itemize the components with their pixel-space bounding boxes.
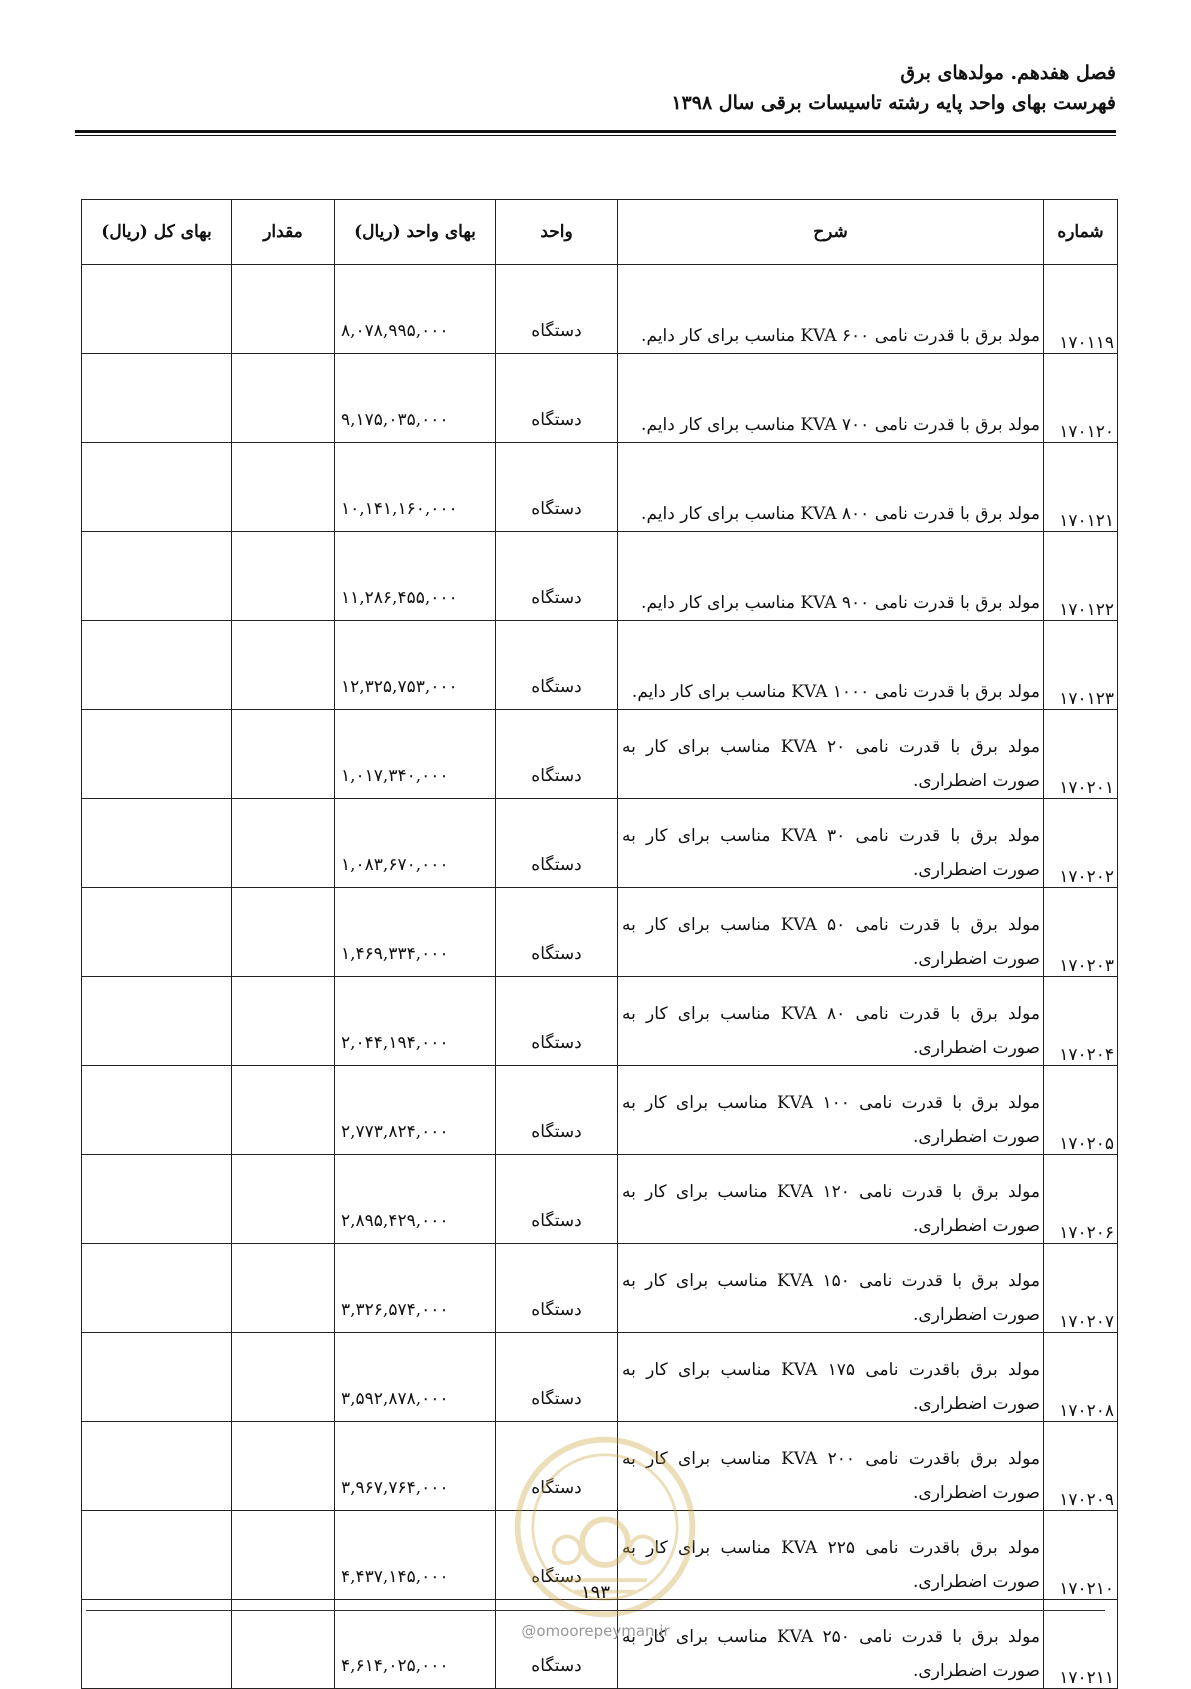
cell-quantity [232, 1422, 335, 1511]
cell-unit: دستگاه [496, 1422, 618, 1511]
cell-number: ۱۷۰۲۰۵ [1044, 1066, 1118, 1155]
cell-unit-price: ۸,۰۷۸,۹۹۵,۰۰۰ [335, 265, 496, 354]
cell-unit: دستگاه [496, 799, 618, 888]
column-header-unit-price: بهای واحد (ریال) [335, 200, 496, 265]
document-subtitle: فهرست بهای واحد پایه رشته تاسیسات برقی سال ۱۳۹۸ [671, 92, 1116, 114]
column-header-quantity: مقدار [232, 200, 335, 265]
cell-total-price [82, 443, 232, 532]
cell-unit: دستگاه [496, 354, 618, 443]
table-row [82, 710, 1118, 799]
cell-description: مولد برق باقدرت نامی ۱۷۵ KVA مناسب برای کار به صورت اضطراری. [618, 1333, 1044, 1422]
cell-unit-price: ۲,۸۹۵,۴۲۹,۰۰۰ [335, 1155, 496, 1244]
cell-unit-price: ۱,۰۱۷,۳۴۰,۰۰۰ [335, 710, 496, 799]
cell-number: ۱۷۰۲۰۹ [1044, 1422, 1118, 1511]
table-row [82, 977, 1118, 1066]
cell-number: ۱۷۰۲۰۴ [1044, 977, 1118, 1066]
cell-description: مولد برق با قدرت نامی ۳۰ KVA مناسب برای کار به صورت اضطراری. [618, 799, 1044, 888]
cell-description: مولد برق با قدرت نامی ۲۵۰ KVA مناسب برای کار به صورت اضطراری. [618, 1600, 1044, 1689]
cell-unit: دستگاه [496, 1155, 618, 1244]
cell-unit-price: ۴,۴۳۷,۱۴۵,۰۰۰ [335, 1511, 496, 1600]
cell-description: مولد برق با قدرت نامی ۱۵۰ KVA مناسب برای کار به صورت اضطراری. [618, 1244, 1044, 1333]
cell-description: مولد برق با قدرت نامی ۵۰ KVA مناسب برای کار به صورت اضطراری. [618, 888, 1044, 977]
cell-quantity [232, 265, 335, 354]
cell-unit: دستگاه [496, 1244, 618, 1333]
cell-description: مولد برق باقدرت نامی ۲۰۰ KVA مناسب برای کار به صورت اضطراری. [618, 1422, 1044, 1511]
cell-description: مولد برق با قدرت نامی ۸۰ KVA مناسب برای کار به صورت اضطراری. [618, 977, 1044, 1066]
cell-unit: دستگاه [496, 532, 618, 621]
cell-unit-price: ۲,۷۷۳,۸۲۴,۰۰۰ [335, 1066, 496, 1155]
header-rule-thick [75, 130, 1116, 133]
cell-number: ۱۷۰۲۰۸ [1044, 1333, 1118, 1422]
cell-number: ۱۷۰۲۰۳ [1044, 888, 1118, 977]
cell-number: ۱۷۰۱۲۰ [1044, 354, 1118, 443]
table-row [82, 532, 1118, 621]
cell-unit-price: ۹,۱۷۵,۰۳۵,۰۰۰ [335, 354, 496, 443]
cell-number: ۱۷۰۲۱۰ [1044, 1511, 1118, 1600]
cell-unit: دستگاه [496, 1333, 618, 1422]
cell-total-price [82, 1333, 232, 1422]
cell-number: ۱۷۰۱۲۳ [1044, 621, 1118, 710]
cell-total-price [82, 710, 232, 799]
cell-unit: دستگاه [496, 977, 618, 1066]
page-header [671, 58, 1116, 118]
cell-unit-price: ۱۰,۱۴۱,۱۶۰,۰۰۰ [335, 443, 496, 532]
cell-number: ۱۷۰۲۰۶ [1044, 1155, 1118, 1244]
cell-quantity [232, 710, 335, 799]
cell-total-price [82, 888, 232, 977]
table-header-row [82, 200, 1118, 265]
header-rule-thin [75, 135, 1116, 136]
cell-quantity [232, 621, 335, 710]
cell-quantity [232, 443, 335, 532]
cell-total-price [82, 1155, 232, 1244]
cell-description: مولد برق با قدرت نامی ۹۰۰ KVA مناسب برای کار دایم. [618, 532, 1044, 621]
cell-description: مولد برق با قدرت نامی ۱۰۰۰ KVA مناسب برای کار دایم. [618, 621, 1044, 710]
cell-number: ۱۷۰۲۰۲ [1044, 799, 1118, 888]
cell-total-price [82, 1066, 232, 1155]
cell-total-price [82, 1422, 232, 1511]
cell-total-price [82, 354, 232, 443]
cell-quantity [232, 354, 335, 443]
cell-number: ۱۷۰۱۲۱ [1044, 443, 1118, 532]
cell-unit-price: ۱۱,۲۸۶,۴۵۵,۰۰۰ [335, 532, 496, 621]
cell-unit-price: ۳,۳۲۶,۵۷۴,۰۰۰ [335, 1244, 496, 1333]
column-header-unit: واحد [496, 200, 618, 265]
cell-number: ۱۷۰۲۱۱ [1044, 1600, 1118, 1689]
cell-quantity [232, 977, 335, 1066]
website-watermark: @omoorepeyman.ir [521, 1622, 670, 1640]
cell-total-price [82, 265, 232, 354]
table-row [82, 443, 1118, 532]
cell-unit: دستگاه [496, 888, 618, 977]
cell-unit-price: ۱,۴۶۹,۳۳۴,۰۰۰ [335, 888, 496, 977]
cell-quantity [232, 1244, 335, 1333]
cell-total-price [82, 977, 232, 1066]
cell-description: مولد برق با قدرت نامی ۱۰۰ KVA مناسب برای کار به صورت اضطراری. [618, 1066, 1044, 1155]
cell-number: ۱۷۰۲۰۷ [1044, 1244, 1118, 1333]
cell-description: مولد برق با قدرت نامی ۲۰ KVA مناسب برای کار به صورت اضطراری. [618, 710, 1044, 799]
cell-unit-price: ۳,۹۶۷,۷۶۴,۰۰۰ [335, 1422, 496, 1511]
table-row [82, 265, 1118, 354]
cell-number: ۱۷۰۱۱۹ [1044, 265, 1118, 354]
cell-unit: دستگاه [496, 621, 618, 710]
column-header-number: شماره [1044, 200, 1118, 265]
cell-total-price [82, 799, 232, 888]
cell-unit-price: ۱۲,۳۲۵,۷۵۳,۰۰۰ [335, 621, 496, 710]
cell-number: ۱۷۰۲۰۱ [1044, 710, 1118, 799]
table-row [82, 1155, 1118, 1244]
table-row [82, 799, 1118, 888]
table-row [82, 1066, 1118, 1155]
page-number: ۱۹۳ [580, 1582, 610, 1603]
table-row [82, 1244, 1118, 1333]
table-row [82, 888, 1118, 977]
cell-total-price [82, 532, 232, 621]
cell-unit-price: ۴,۶۱۴,۰۲۵,۰۰۰ [335, 1600, 496, 1689]
chapter-title: فصل هفدهم. مولدهای برق [900, 62, 1116, 84]
cell-unit-price: ۲,۰۴۴,۱۹۴,۰۰۰ [335, 977, 496, 1066]
cell-unit: دستگاه [496, 710, 618, 799]
cell-total-price [82, 1600, 232, 1689]
cell-total-price [82, 1244, 232, 1333]
cell-description: مولد برق با قدرت نامی ۸۰۰ KVA مناسب برای کار دایم. [618, 443, 1044, 532]
cell-unit: دستگاه [496, 1511, 618, 1600]
cell-unit: دستگاه [496, 1066, 618, 1155]
cell-description: مولد برق با قدرت نامی ۶۰۰ KVA مناسب برای کار دایم. [618, 265, 1044, 354]
cell-quantity [232, 799, 335, 888]
cell-description: مولد برق با قدرت نامی ۱۲۰ KVA مناسب برای کار به صورت اضطراری. [618, 1155, 1044, 1244]
cell-unit: دستگاه [496, 1600, 618, 1689]
cell-quantity [232, 532, 335, 621]
cell-quantity [232, 888, 335, 977]
table-row [82, 354, 1118, 443]
column-header-description: شرح [618, 200, 1044, 265]
cell-quantity [232, 1600, 335, 1689]
column-header-total-price: بهای کل (ریال) [82, 200, 232, 265]
cell-description: مولد برق با قدرت نامی ۷۰۰ KVA مناسب برای کار دایم. [618, 354, 1044, 443]
cell-unit: دستگاه [496, 265, 618, 354]
cell-description: مولد برق باقدرت نامی ۲۲۵ KVA مناسب برای کار به صورت اضطراری. [618, 1511, 1044, 1600]
table-row [82, 621, 1118, 710]
cell-quantity [232, 1155, 335, 1244]
cell-unit-price: ۳,۵۹۲,۸۷۸,۰۰۰ [335, 1333, 496, 1422]
cell-quantity [232, 1066, 335, 1155]
table-row [82, 1333, 1118, 1422]
cell-total-price [82, 621, 232, 710]
cell-quantity [232, 1333, 335, 1422]
footer-rule [86, 1610, 1105, 1611]
cell-unit: دستگاه [496, 443, 618, 532]
cell-unit-price: ۱,۰۸۳,۶۷۰,۰۰۰ [335, 799, 496, 888]
cell-number: ۱۷۰۱۲۲ [1044, 532, 1118, 621]
